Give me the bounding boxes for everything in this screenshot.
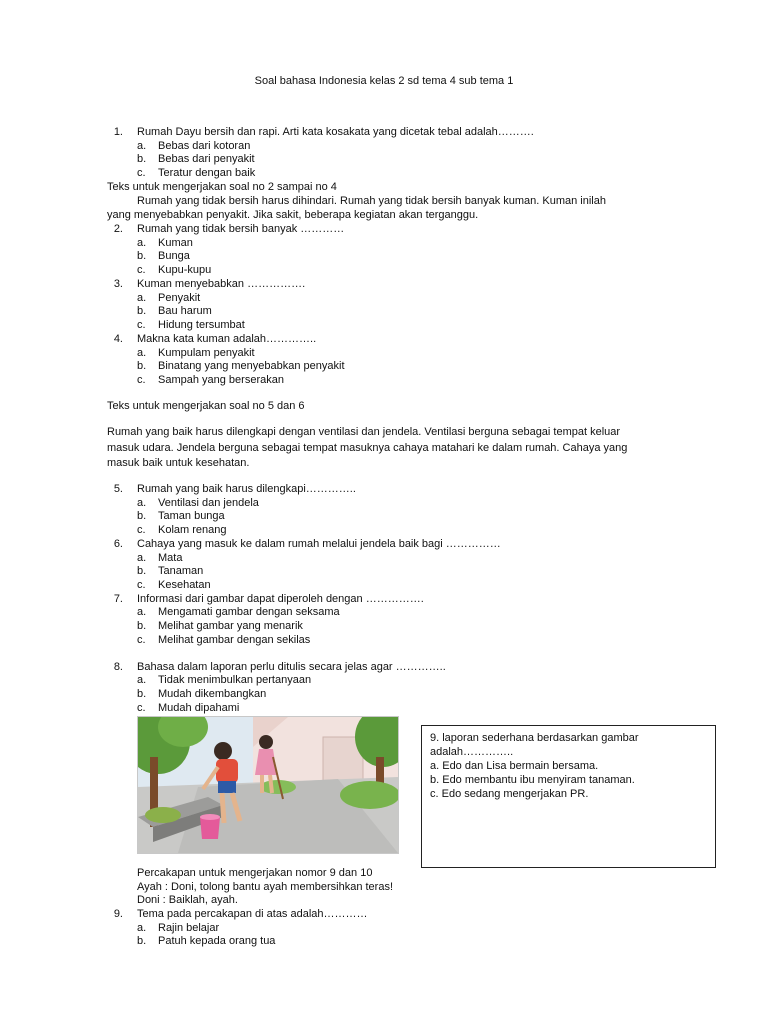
option-letter: b. xyxy=(137,688,147,700)
question-9-box xyxy=(421,725,716,868)
option-letter: b. xyxy=(137,620,147,632)
question-text: Cahaya yang masuk ke dalam rumah melalui jendela baik bagi …………… xyxy=(137,538,501,550)
option-letter: b. xyxy=(137,305,147,317)
reading-text: Rumah yang baik harus dilengkapi dengan ventilasi dan jendela. Ventilasi berguna sebagai tempat keluar xyxy=(107,426,621,438)
box-question-text: adalah………….. xyxy=(430,746,514,758)
question-text: Informasi dari gambar dapat diperoleh dengan ……………. xyxy=(137,593,424,605)
question-text: Rumah yang tidak bersih banyak ………… xyxy=(137,223,345,235)
box-question-text: 9. laporan sederhana berdasarkan gambar xyxy=(430,732,639,744)
option-letter: a. xyxy=(137,292,147,304)
option-letter: b. xyxy=(137,360,147,372)
option-text: Ventilasi dan jendela xyxy=(158,497,259,509)
question-text: Rumah Dayu bersih dan rapi. Arti kata kosakata yang dicetak tebal adalah………. xyxy=(137,126,534,138)
option-letter: a. xyxy=(137,497,147,509)
option-text: Taman bunga xyxy=(158,510,225,522)
reading-text: masuk baik untuk kesehatan. xyxy=(107,457,250,469)
option-text: Bebas dari kotoran xyxy=(158,140,251,152)
question-number: 9. xyxy=(113,908,123,920)
question-number: 1. xyxy=(113,126,123,138)
option-letter: a. xyxy=(137,674,147,686)
option-text: Patuh kepada orang tua xyxy=(158,935,276,947)
cleaning-scene-illustration xyxy=(138,717,398,853)
option-letter: b. xyxy=(137,250,147,262)
illustration xyxy=(137,716,399,854)
option-text: Teratur dengan baik xyxy=(158,167,256,179)
option-text: Mata xyxy=(158,552,183,564)
option-text: Rajin belajar xyxy=(158,922,220,934)
dialog-line: Doni : Baiklah, ayah. xyxy=(137,894,238,906)
option-letter: a. xyxy=(137,237,147,249)
option-text: Kumpulam penyakit xyxy=(158,347,255,359)
option-text: Kupu-kupu xyxy=(158,264,212,276)
option-text: Kuman xyxy=(158,237,193,249)
option-text: Bau harum xyxy=(158,305,212,317)
dialog-line: Ayah : Doni, tolong bantu ayah membersihkan teras! xyxy=(137,881,394,893)
option-letter: c. xyxy=(137,524,146,536)
question-text: Tema pada percakapan di atas adalah………… xyxy=(137,908,368,920)
question-number: 7. xyxy=(113,593,123,605)
option-letter: b. xyxy=(137,565,147,577)
question-number: 8. xyxy=(113,661,123,673)
option-text: Binatang yang menyebabkan penyakit xyxy=(158,360,345,372)
option-letter: a. xyxy=(137,552,147,564)
question-text: Makna kata kuman adalah………….. xyxy=(137,333,317,345)
option-text: Penyakit xyxy=(158,292,201,304)
option-letter: a. xyxy=(137,347,147,359)
option-letter: c. xyxy=(137,579,146,591)
question-number: 4. xyxy=(113,333,123,345)
option-letter: c. xyxy=(137,319,146,331)
option-letter: a. xyxy=(137,922,147,934)
reading-text: yang menyebabkan penyakit. Jika sakit, beberapa kegiatan akan terganggu. xyxy=(107,209,479,221)
option-text: Hidung tersumbat xyxy=(158,319,245,331)
question-text: Rumah yang baik harus dilengkapi………….. xyxy=(137,483,356,495)
option-letter: b. xyxy=(137,153,147,165)
page-title: Soal bahasa Indonesia kelas 2 sd tema 4 sub tema 1 xyxy=(254,75,514,87)
box-option-text: c. Edo sedang mengerjakan PR. xyxy=(430,788,589,800)
option-text: Melihat gambar dengan sekilas xyxy=(158,634,311,646)
option-letter: c. xyxy=(137,634,146,646)
option-text: Tanaman xyxy=(158,565,204,577)
dialog-heading: Percakapan untuk mengerjakan nomor 9 dan 10 xyxy=(137,867,373,879)
option-text: Mudah dipahami xyxy=(158,702,240,714)
box-option-text: a. Edo dan Lisa bermain bersama. xyxy=(430,760,599,772)
option-text: Melihat gambar yang menarik xyxy=(158,620,303,632)
option-letter: c. xyxy=(137,702,146,714)
box-option-text: b. Edo membantu ibu menyiram tanaman. xyxy=(430,774,635,786)
question-text: Kuman menyebabkan ……………. xyxy=(137,278,306,290)
question-number: 6. xyxy=(113,538,123,550)
option-letter: a. xyxy=(137,140,147,152)
option-text: Sampah yang berserakan xyxy=(158,374,284,386)
option-letter: c. xyxy=(137,264,146,276)
option-letter: c. xyxy=(137,374,146,386)
question-number: 3. xyxy=(113,278,123,290)
option-letter: b. xyxy=(137,510,147,522)
option-letter: b. xyxy=(137,935,147,947)
option-text: Bunga xyxy=(158,250,190,262)
option-text: Mudah dikembangkan xyxy=(158,688,267,700)
option-letter: a. xyxy=(137,606,147,618)
question-number: 5. xyxy=(113,483,123,495)
option-text: Tidak menimbulkan pertanyaan xyxy=(158,674,312,686)
option-text: Bebas dari penyakit xyxy=(158,153,255,165)
question-number: 2. xyxy=(113,223,123,235)
option-letter: c. xyxy=(137,167,146,179)
option-text: Kolam renang xyxy=(158,524,227,536)
reading-text: Rumah yang tidak bersih harus dihindari. Rumah yang tidak bersih banyak kuman. Kuman inilah xyxy=(137,195,606,207)
option-text: Kesehatan xyxy=(158,579,211,591)
section-heading: Teks untuk mengerjakan soal no 2 sampai no 4 xyxy=(107,181,337,193)
question-text: Bahasa dalam laporan perlu ditulis secara jelas agar ………….. xyxy=(137,661,446,673)
reading-text: masuk udara. Jendela berguna sebagai tempat masuknya cahaya matahari ke dalam rumah. Cahaya yang xyxy=(107,442,628,454)
section-heading: Teks untuk mengerjakan soal no 5 dan 6 xyxy=(107,400,305,412)
option-text: Mengamati gambar dengan seksama xyxy=(158,606,340,618)
